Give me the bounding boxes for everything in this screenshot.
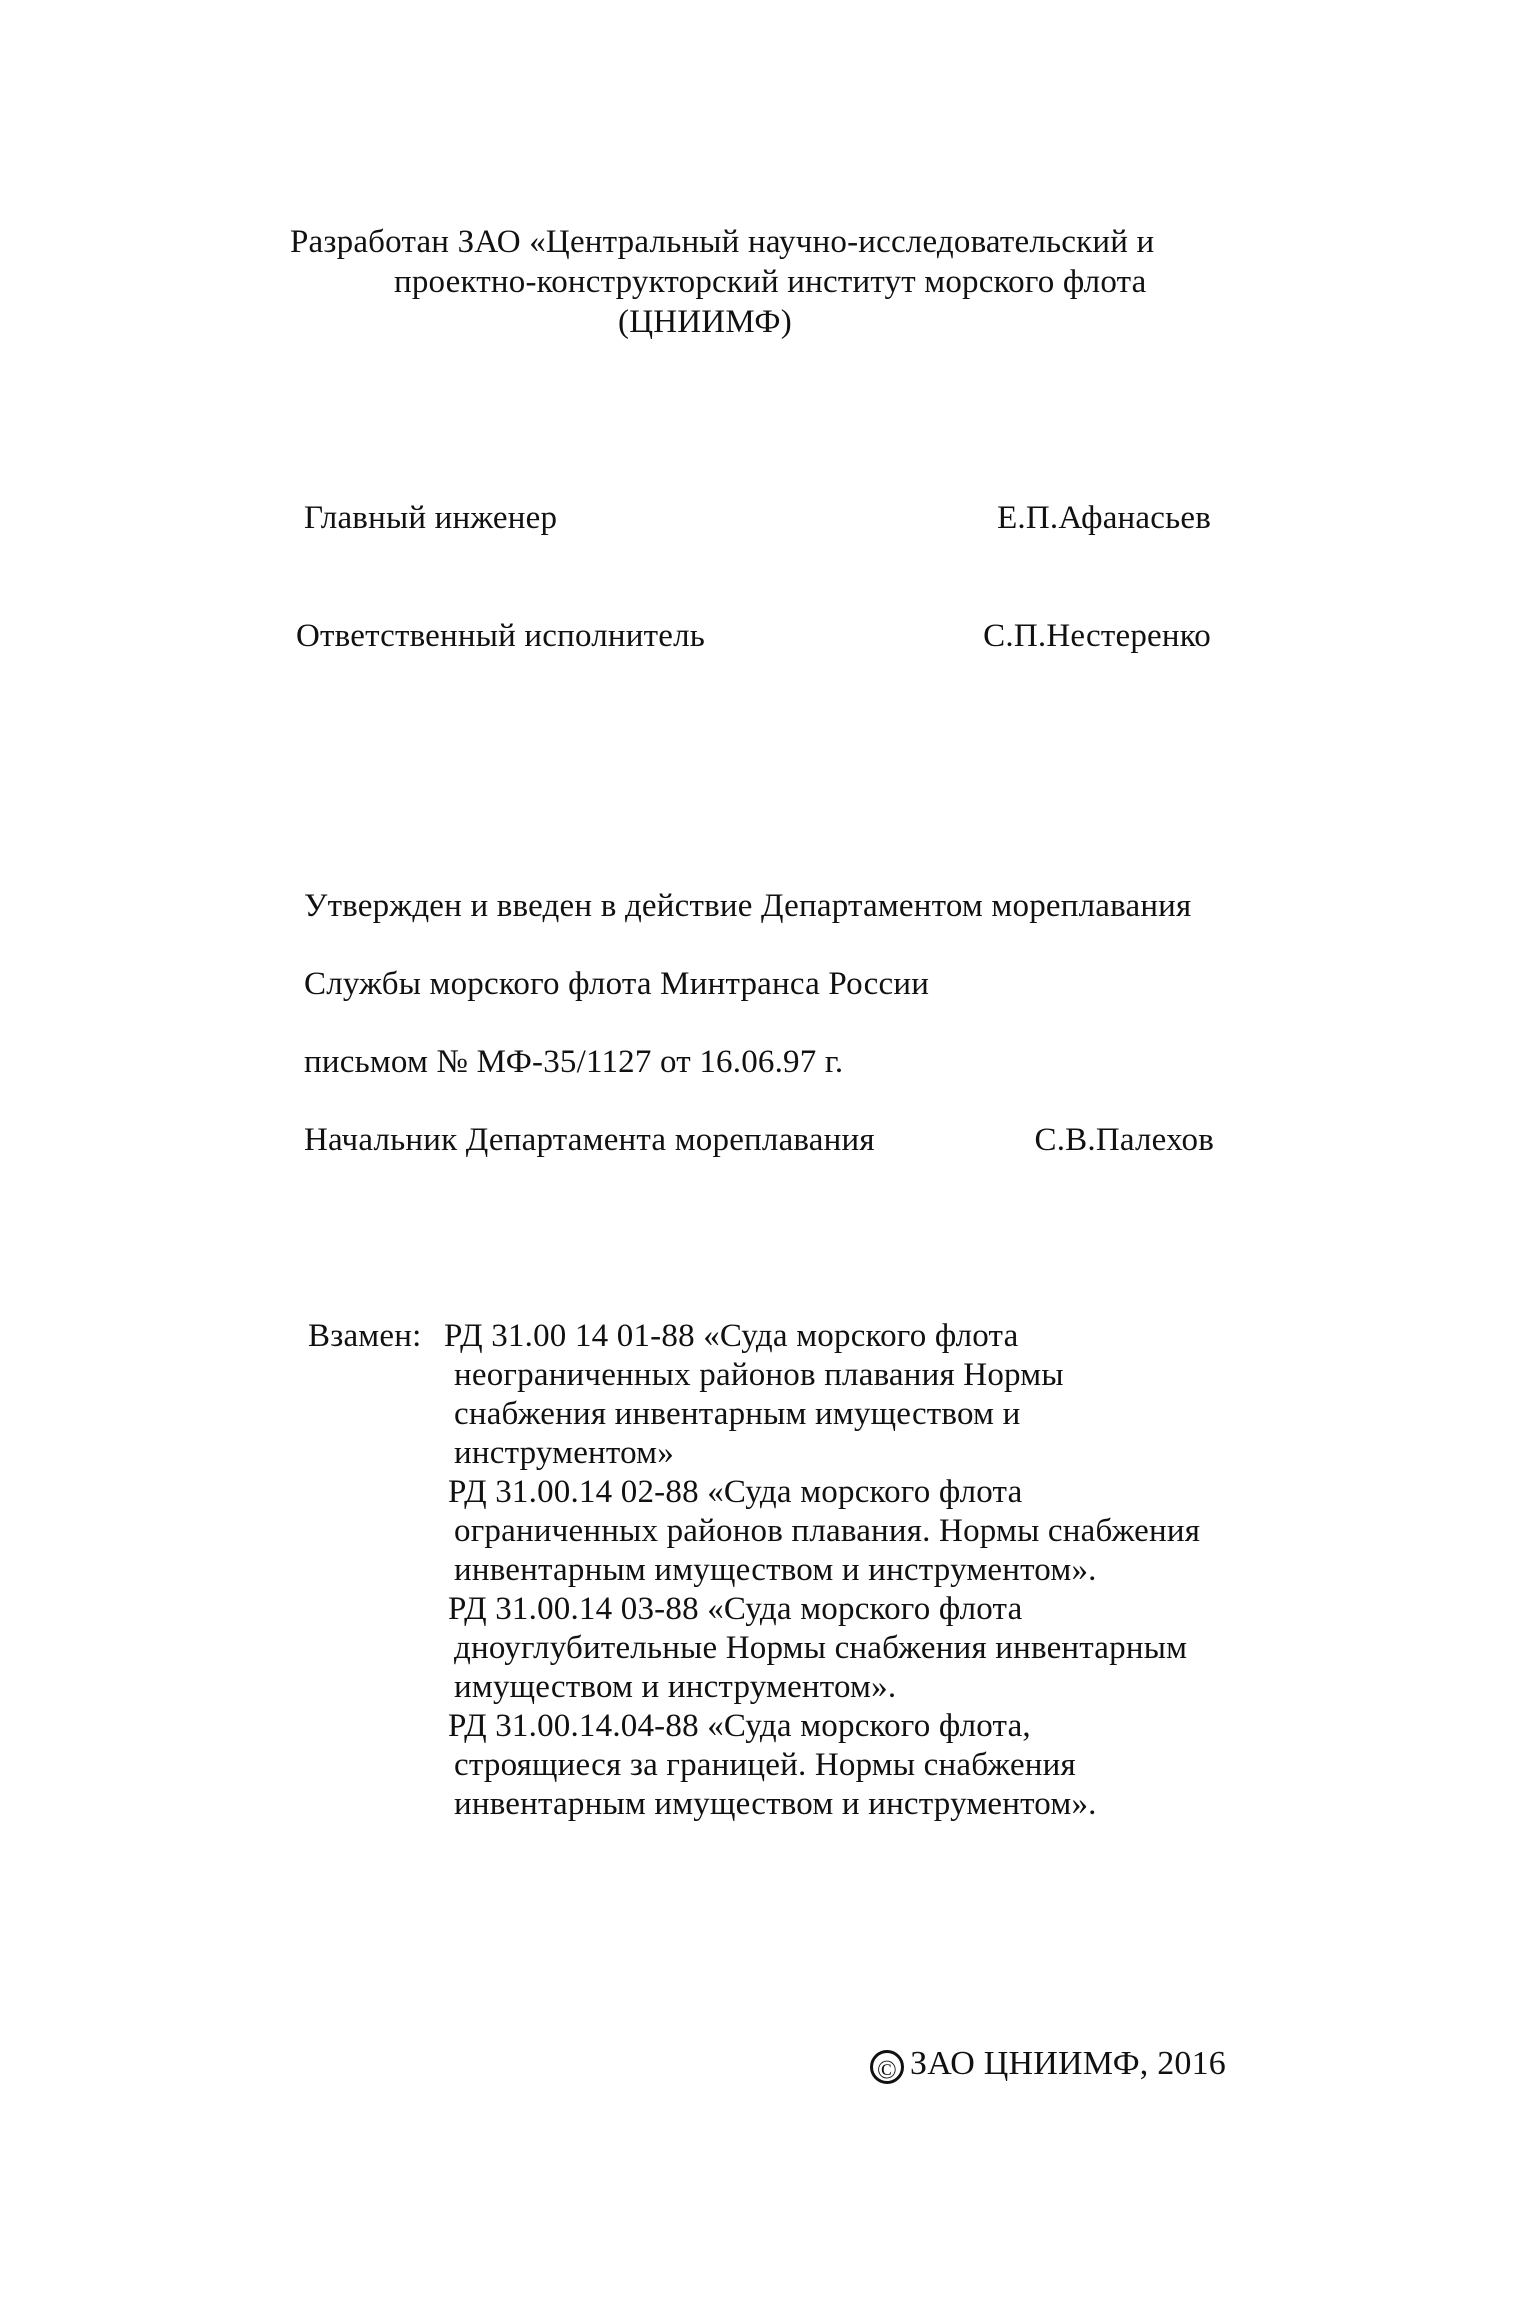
copyright-text: ЗАО ЦНИИМФ, 2016 bbox=[910, 2045, 1227, 2082]
replaces-line: инструментом» bbox=[454, 1435, 674, 1471]
replaces-line: РД 31.00.14 03-88 «Суда морского флота bbox=[448, 1591, 1023, 1627]
replaces-line: неограниченных районов плавания Нормы bbox=[454, 1357, 1064, 1393]
replaces-line: ограниченных районов плавания. Нормы снабжения bbox=[454, 1513, 1201, 1549]
developer-line-2: проектно-конструкторский институт морского флота bbox=[394, 264, 1147, 300]
responsible-executor-role: Ответственный исполнитель bbox=[296, 618, 706, 654]
developer-line-1: Разработан ЗАО «Центральный научно-исследовательский и bbox=[290, 224, 1155, 260]
copyright-notice bbox=[870, 2044, 1226, 2084]
chief-engineer-role: Главный инженер bbox=[304, 500, 558, 536]
replaces-line: снабжения инвентарным имуществом и bbox=[454, 1396, 1021, 1432]
responsible-executor-name: С.П.Нестеренко bbox=[983, 618, 1211, 654]
replaces-line: имуществом и инструментом». bbox=[454, 1669, 897, 1705]
approval-line-3: письмом № МФ-35/1127 от 16.06.97 г. bbox=[304, 1044, 844, 1080]
replaces-line: дноуглубительные Нормы снабжения инвентарным bbox=[454, 1630, 1188, 1666]
department-head-role: Начальник Департамента мореплавания bbox=[304, 1122, 875, 1158]
replaces-line: инвентарным имуществом и инструментом». bbox=[454, 1552, 1097, 1588]
chief-engineer-name: Е.П.Афанасьев bbox=[997, 500, 1211, 536]
replaces-line: инвентарным имуществом и инструментом». bbox=[454, 1786, 1097, 1822]
replaces-line: РД 31.00 14 01-88 «Суда морского флота bbox=[444, 1318, 1019, 1354]
developer-line-3: (ЦНИИМФ) bbox=[618, 304, 792, 340]
replaces-line: РД 31.00.14.04-88 «Суда морского флота, bbox=[448, 1708, 1031, 1744]
approval-line-1: Утвержден и введен в действие Департаментом мореплавания bbox=[304, 888, 1192, 924]
department-head-name: С.В.Палехов bbox=[1034, 1122, 1214, 1158]
replaces-label: Взамен: bbox=[308, 1318, 422, 1354]
copyright-icon: © bbox=[870, 2050, 904, 2084]
replaces-line: РД 31.00.14 02-88 «Суда морского флота bbox=[448, 1474, 1023, 1510]
replaces-line: строящиеся за границей. Нормы снабжения bbox=[454, 1747, 1076, 1783]
approval-line-2: Службы морского флота Минтранса России bbox=[304, 966, 930, 1002]
